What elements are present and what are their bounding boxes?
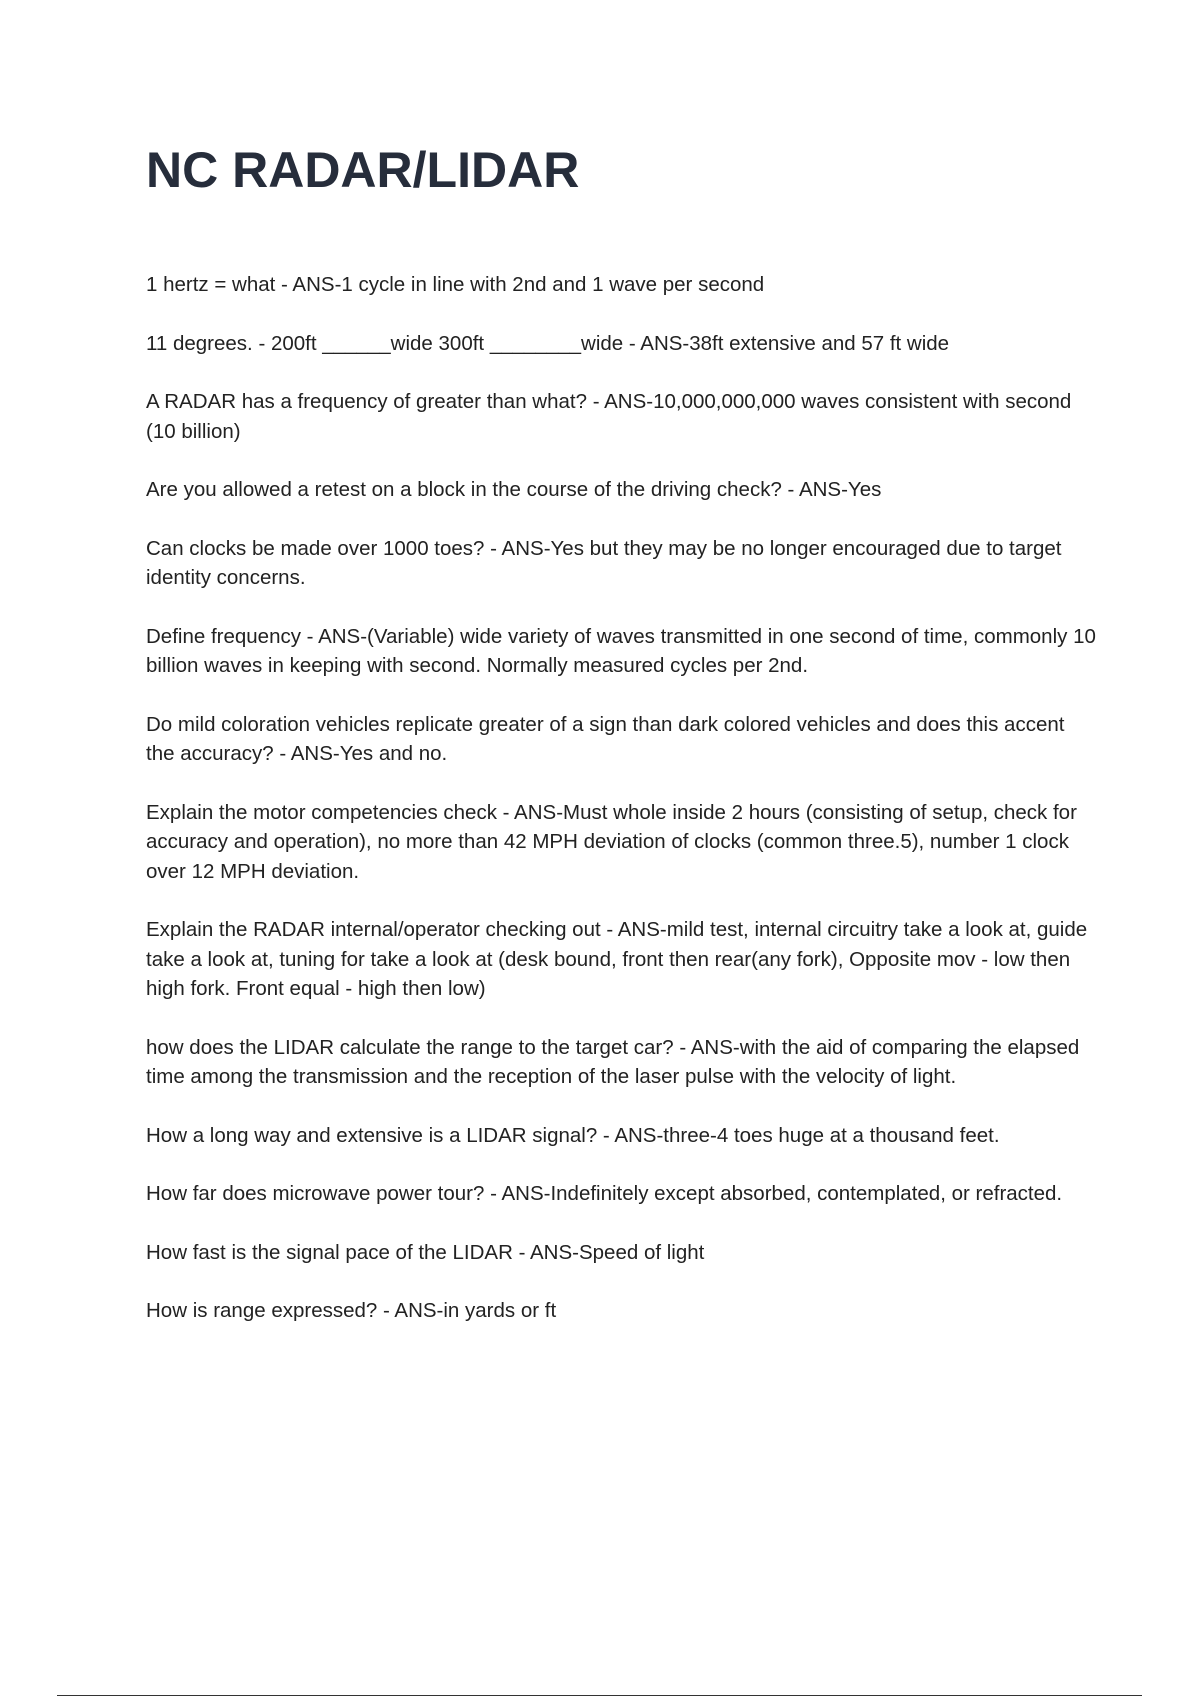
qa-item: Explain the RADAR internal/operator checking out - ANS-mild test, internal circuitry take a look at, guide take a look at, tuning for take a look at (desk bound, front then rear(any fork), Opposite mov - low then high fork. Front equal - high then low) <box>146 918 1088 1000</box>
qa-item: 1 hertz = what - ANS-1 cycle in line with 2nd and 1 wave per second <box>146 273 765 296</box>
qa-item: Explain the motor competencies check - ANS-Must whole inside 2 hours (consisting of setup, check for accuracy and operation), no more than 42 MPH deviation of clocks (common three.5), number 1 clock over 12 MPH deviation. <box>146 800 1077 883</box>
qa-item: How a long way and extensive is a LIDAR signal? - ANS-three-4 toes huge at a thousand feet. <box>146 1123 1000 1147</box>
qa-list <box>146 270 1096 1355</box>
qa-item: Are you allowed a retest on a block in the course of the driving check? - ANS-Yes <box>146 478 882 501</box>
qa-item: How is range expressed? - ANS-in yards or ft <box>146 1299 557 1322</box>
qa-item: How far does microwave power tour? - ANS-Indefinitely except absorbed, contemplated, or refracted. <box>146 1182 1063 1205</box>
page-title: NC RADAR/LIDAR <box>146 142 580 198</box>
qa-item: Define frequency - ANS-(Variable) wide variety of waves transmitted in one second of time, commonly 10 billion waves in keeping with second. Normally measured cycles per 2nd. <box>146 624 1096 677</box>
footer-divider <box>57 1695 1142 1696</box>
qa-item: Do mild coloration vehicles replicate greater of a sign than dark colored vehicles and does this accent the accuracy? - ANS-Yes and no. <box>146 712 1065 765</box>
qa-item: How fast is the signal pace of the LIDAR - ANS-Speed of light <box>146 1240 705 1264</box>
qa-item: how does the LIDAR calculate the range to the target car? - ANS-with the aid of comparing the elapsed time among the transmission and the reception of the laser pulse with the velocity of light. <box>146 1035 1080 1088</box>
qa-item: 11 degrees. - 200ft ______wide 300ft ________wide - ANS-38ft extensive and 57 ft wide <box>146 331 950 355</box>
qa-item: Can clocks be made over 1000 toes? - ANS-Yes but they may be no longer encouraged due to target identity concerns. <box>146 536 1062 589</box>
qa-item: A RADAR has a frequency of greater than what? - ANS-10,000,000,000 waves consistent with second (10 billion) <box>146 390 1072 443</box>
